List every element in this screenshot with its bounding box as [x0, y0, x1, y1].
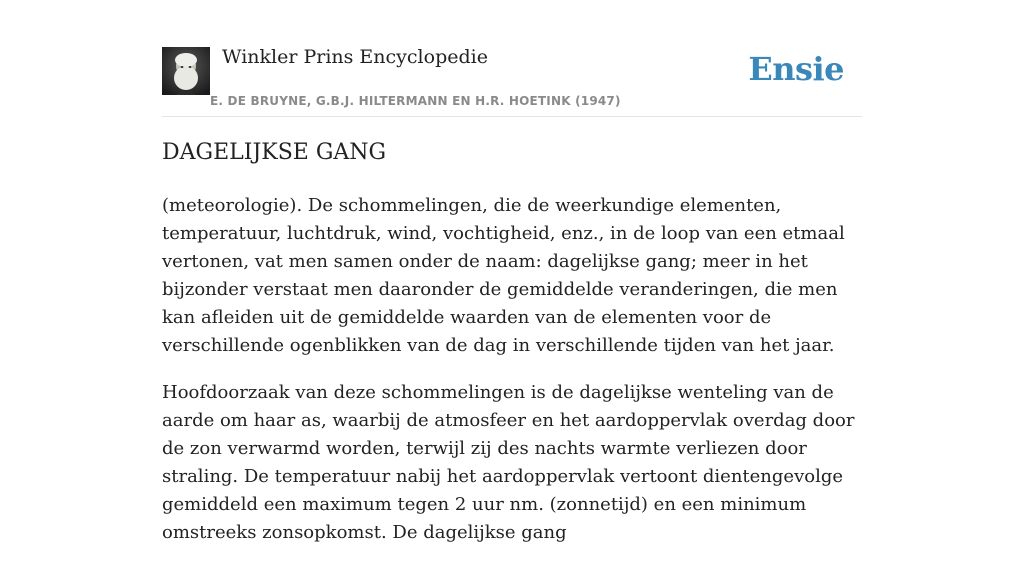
article-body: [162, 192, 866, 566]
article-paragraph: (meteorologie). De schommelingen, die de weerkundige elementen, temperatuur, luchtdruk, wind, vochtigheid, enz., in de loop van een etmaal vertonen, vat men samen onder de naam: dagelijkse gang; meer in het bijzonder verstaat men daaronder de gemiddelde veranderingen, die men kan afleiden uit de gemiddelde waarden van de elementen voor de verschillende ogenblikken van de dag in verschillende tijden van het jaar.: [162, 195, 845, 356]
portrait-image: [162, 47, 210, 95]
author-portrait: [162, 47, 210, 95]
article-title: DAGELIJKSE GANG: [162, 140, 387, 165]
header: [162, 40, 862, 117]
site-title[interactable]: Winkler Prins Encyclopedie: [222, 46, 488, 68]
ensie-logo[interactable]: Ensie: [748, 50, 844, 88]
article-paragraph: Hoofdoorzaak van deze schommelingen is de dagelijkse wenteling van de aarde om haar as, waarbij de atmosfeer en het aardoppervlak overdag door de zon verwarmd worden, terwijl zij des nachts warmte verliezen door straling. De temperatuur nabij het aardoppervlak vertoont dientengevolge gemiddeld een maximum tegen 2 uur nm. (zonnetijd) en een minimum omstreeks zonsopkomst. De dagelijkse gang: [162, 382, 855, 543]
article-authors: E. DE BRUYNE, G.B.J. HILTERMANN EN H.R. HOETINK (1947): [210, 94, 621, 108]
